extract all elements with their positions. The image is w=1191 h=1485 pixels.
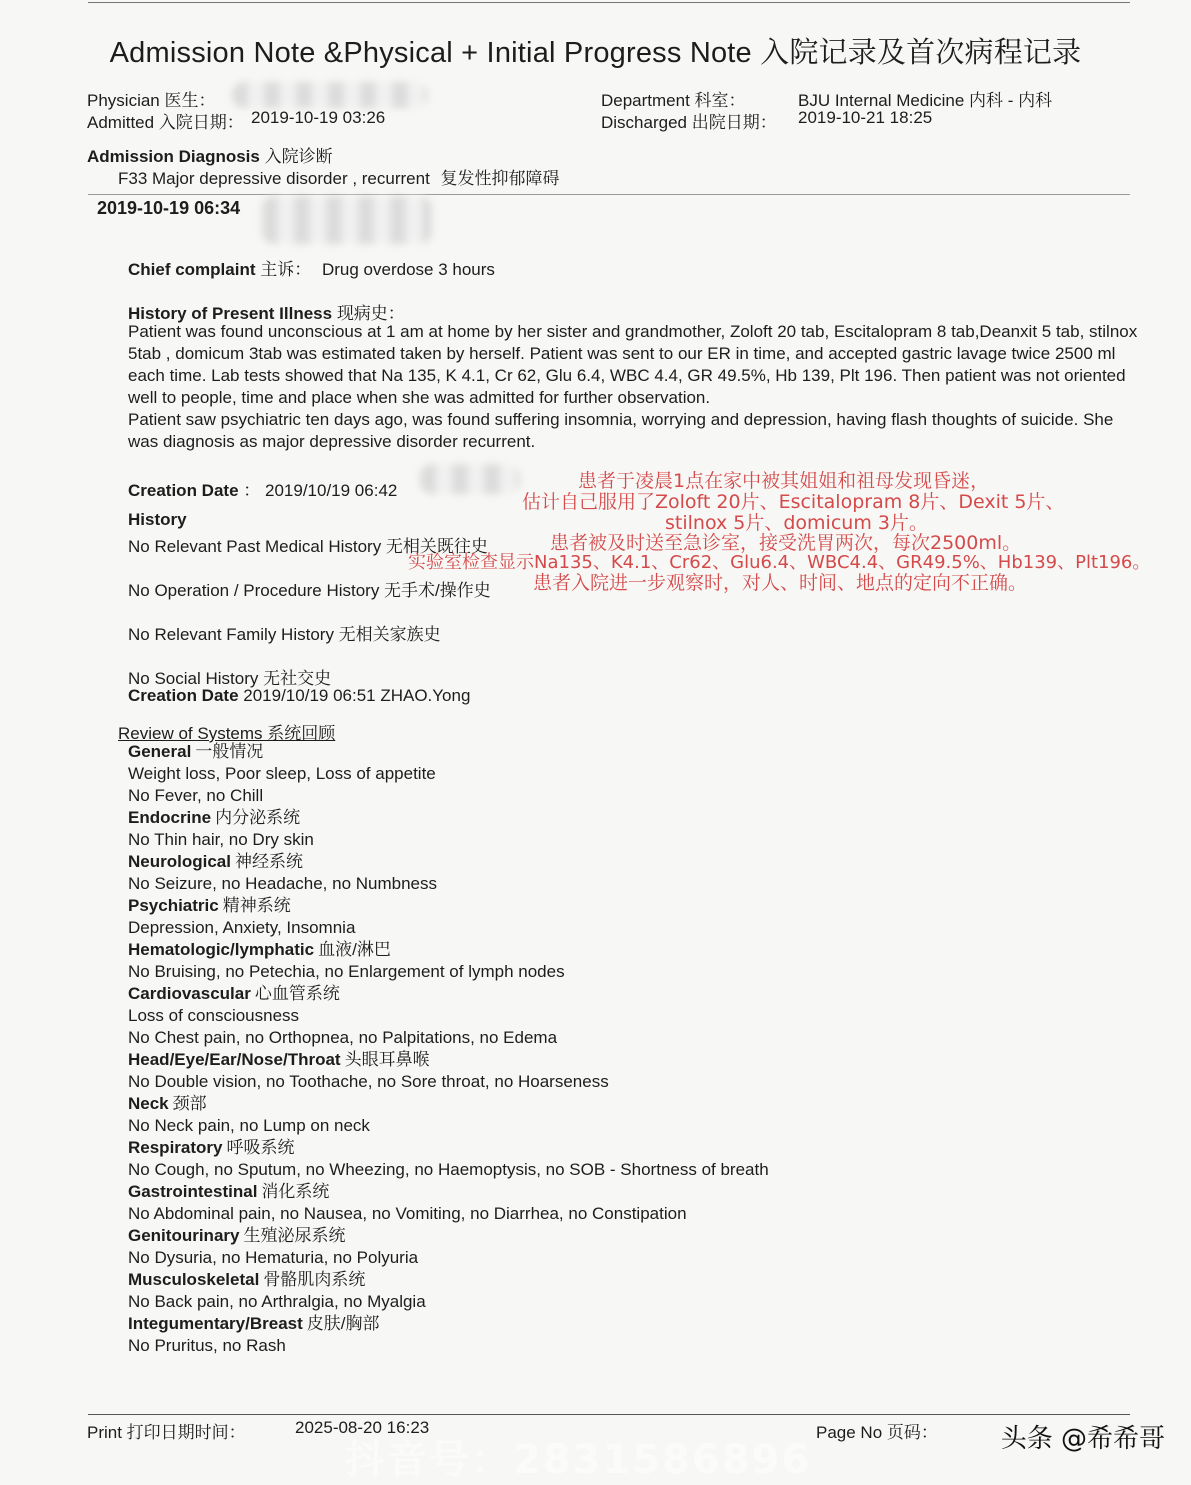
admitted-value: 2019-10-19 03:26 xyxy=(251,108,386,127)
ros-heading-label: Psychiatric xyxy=(128,896,219,915)
annotation-line-1: 患者于凌晨1点在家中被其姐姐和祖母发现昏迷， xyxy=(578,470,990,492)
ros-heading xyxy=(128,939,769,961)
ros-heading xyxy=(128,1225,769,1247)
ros-heading xyxy=(128,807,769,829)
ros-list xyxy=(128,741,769,1357)
chief-complaint-label: Chief complaint xyxy=(128,260,256,279)
ros-heading-label: General xyxy=(128,742,192,761)
family-history: No Relevant Family History 无相关家族史 xyxy=(128,625,441,644)
print-label: Print 打印日期时间： xyxy=(87,1423,246,1442)
hpi-label-zh: 现病史： xyxy=(336,304,405,323)
ros-heading xyxy=(128,1049,769,1071)
diagnosis-label: Admission Diagnosis xyxy=(87,147,260,166)
diagnosis-label-zh: 入院诊断 xyxy=(264,147,333,166)
ros-heading-label: Neck xyxy=(128,1094,169,1113)
ros-finding: No Abdominal pain, no Nausea, no Vomiting, no Diarrhea, no Constipation xyxy=(128,1204,687,1223)
ros-heading-label: Hematologic/lymphatic xyxy=(128,940,315,959)
ros-heading-zh: 头眼耳鼻喉 xyxy=(344,1050,430,1069)
page-label: Page No 页码： xyxy=(816,1423,938,1442)
ros-heading-label: Head/Eye/Ear/Nose/Throat xyxy=(128,1050,341,1069)
ros-heading xyxy=(128,851,769,873)
diagnosis-value-line xyxy=(118,164,560,189)
ros-heading xyxy=(128,1093,769,1115)
ros-heading-zh: 呼吸系统 xyxy=(226,1138,295,1157)
creation-date-1 xyxy=(128,476,397,501)
creation-date-1-sep: ： xyxy=(243,481,261,500)
annotation-line-3: stilnox 5片、domicum 3片。 xyxy=(665,512,928,534)
history-label: History xyxy=(128,510,187,529)
ros-finding: No Dysuria, no Hematuria, no Polyuria xyxy=(128,1248,419,1267)
annotation-line-2: 估计自己服用了Zoloft 20片、Escitalopram 8片、Dexit 5片、 xyxy=(522,491,1065,513)
discharged-value: 2019-10-21 18:25 xyxy=(798,108,933,127)
ros-heading-label: Endocrine xyxy=(128,808,212,827)
annotation-line-5: 实验室检查显示Na135、K4.1、Cr62、Glu6.4、WBC4.4、GR49.5%、Hb139、Plt196。 xyxy=(408,552,1151,573)
ros-heading-zh: 生殖泌尿系统 xyxy=(243,1226,346,1245)
creation-date-1-value: 2019/10/19 06:42 xyxy=(265,481,398,500)
ros-heading xyxy=(128,1269,769,1291)
ros-heading-zh: 一般情况 xyxy=(195,742,264,761)
diagnosis-rule xyxy=(88,194,1130,195)
footer-rule xyxy=(88,1414,1130,1415)
diagnosis-value-zh: 复发性抑郁障碍 xyxy=(440,169,560,188)
ros-finding: Loss of consciousness xyxy=(128,1006,300,1025)
ros-heading-zh: 精神系统 xyxy=(222,896,291,915)
toutiao-signature: 头条 @希希哥 xyxy=(1000,1424,1165,1454)
creator-redacted xyxy=(420,464,520,494)
ros-heading-zh: 颈部 xyxy=(172,1094,207,1113)
print-value: 2025-08-20 16:23 xyxy=(295,1418,430,1437)
ros-finding: No Fever, no Chill xyxy=(128,786,264,805)
hpi-paragraph-2: Patient saw psychiatric ten days ago, was found suffering insomnia, worrying and depression, having flash thoughts of suicide. She was diagnosis as major depressive disorder recurrent. xyxy=(128,410,1114,451)
entry-timestamp: 2019-10-19 06:34 xyxy=(97,198,241,218)
ros-finding: Depression, Anxiety, Insomnia xyxy=(128,918,356,937)
ros-heading-zh: 骨骼肌肉系统 xyxy=(263,1270,366,1289)
department-label: Department 科室： xyxy=(601,91,746,110)
discharged-label: Discharged 出院日期： xyxy=(601,113,777,132)
creation-date-2-value: 2019/10/19 06:51 ZHAO.Yong xyxy=(243,686,471,705)
creation-date-2-label: Creation Date xyxy=(128,686,239,705)
hpi-paragraph-1: Patient was found unconscious at 1 am at home by her sister and grandmother, Zoloft 20 tab, Escitalopram 8 tab,Deanxit 5 tab, stilnox 5tab , domicum 3tab was estimated taken by herself. Patient was sent to our ER in time, and accepted gastric lavage twice 2500 ml each time. Lab tests showed that Na 135, K 4.1, Cr 62, Glu 6.4, WBC 4.4, GR 49.5%, Hb 139, Plt 196. Then patient was not oriented well to people, time and place when she was admitted for further observation. xyxy=(128,322,1138,407)
ros-heading-label: Musculoskeletal xyxy=(128,1270,260,1289)
social-history: No Social History 无社交史 xyxy=(128,669,332,688)
physician-name-redacted xyxy=(232,82,428,108)
physician-label: Physician 医生： xyxy=(87,91,216,110)
ros-heading xyxy=(128,1137,769,1159)
top-rule xyxy=(88,2,1130,3)
department-value: BJU Internal Medicine 内科 - 内科 xyxy=(798,91,1053,110)
annotation-line-4: 患者被及时送至急诊室，接受洗胃两次，每次2500ml。 xyxy=(550,532,1022,554)
ros-finding: No Seizure, no Headache, no Numbness xyxy=(128,874,438,893)
hpi-label: History of Present Illness xyxy=(128,304,333,323)
chief-complaint-label-zh: 主诉： xyxy=(260,260,312,279)
operation-history: No Operation / Procedure History 无手术/操作史 xyxy=(128,581,491,600)
ros-heading-zh: 皮肤/胸部 xyxy=(306,1314,380,1333)
ros-finding: No Chest pain, no Orthopnea, no Palpitations, no Edema xyxy=(128,1028,558,1047)
page-title: Admission Note &Physical + Initial Progress Note 入院记录及首次病程记录 xyxy=(109,37,1082,69)
ros-heading xyxy=(128,741,769,763)
ros-heading-zh: 神经系统 xyxy=(234,852,303,871)
ros-heading-zh: 消化系统 xyxy=(261,1182,330,1201)
ros-heading-label: Respiratory xyxy=(128,1138,223,1157)
diagnosis-value: F33 Major depressive disorder , recurrent xyxy=(118,169,430,188)
ros-finding: No Double vision, no Toothache, no Sore throat, no Hoarseness xyxy=(128,1072,609,1091)
ros-heading-zh: 内分泌系统 xyxy=(215,808,301,827)
ros-finding: No Thin hair, no Dry skin xyxy=(128,830,314,849)
author-redacted xyxy=(262,196,432,244)
ros-heading-label: Integumentary/Breast xyxy=(128,1314,303,1333)
ros-finding: Weight loss, Poor sleep, Loss of appetite xyxy=(128,764,436,783)
douyin-watermark: 抖音号：2831586896 xyxy=(345,1437,812,1483)
ros-heading xyxy=(128,895,769,917)
ros-finding: No Back pain, no Arthralgia, no Myalgia xyxy=(128,1292,426,1311)
admitted-label: Admitted 入院日期： xyxy=(87,113,244,132)
ros-finding: No Cough, no Sputum, no Wheezing, no Haemoptysis, no SOB - Shortness of breath xyxy=(128,1160,769,1179)
ros-finding: No Bruising, no Petechia, no Enlargement of lymph nodes xyxy=(128,962,565,981)
hpi-body xyxy=(128,321,1138,453)
ros-title: Review of Systems 系统回顾 xyxy=(118,724,336,743)
ros-heading xyxy=(128,1313,769,1335)
ros-heading-label: Cardiovascular xyxy=(128,984,251,1003)
ros-heading-label: Neurological xyxy=(128,852,231,871)
ros-heading-zh: 心血管系统 xyxy=(254,984,340,1003)
ros-finding: No Pruritus, no Rash xyxy=(128,1336,286,1355)
ros-heading xyxy=(128,1181,769,1203)
ros-heading-zh: 血液/淋巴 xyxy=(318,940,391,959)
ros-heading xyxy=(128,983,769,1005)
creation-date-1-label: Creation Date xyxy=(128,481,239,500)
past-medical-history: No Relevant Past Medical History 无相关既往史 xyxy=(128,537,488,556)
creation-date-2 xyxy=(128,686,470,706)
chief-complaint-value: Drug overdose 3 hours xyxy=(321,260,495,279)
ros-heading-label: Genitourinary xyxy=(128,1226,240,1245)
ros-finding: No Neck pain, no Lump on neck xyxy=(128,1116,370,1135)
annotation-line-6: 患者入院进一步观察时，对人、时间、地点的定向不正确。 xyxy=(533,572,1028,594)
chief-complaint xyxy=(128,255,495,280)
ros-heading-label: Gastrointestinal xyxy=(128,1182,258,1201)
